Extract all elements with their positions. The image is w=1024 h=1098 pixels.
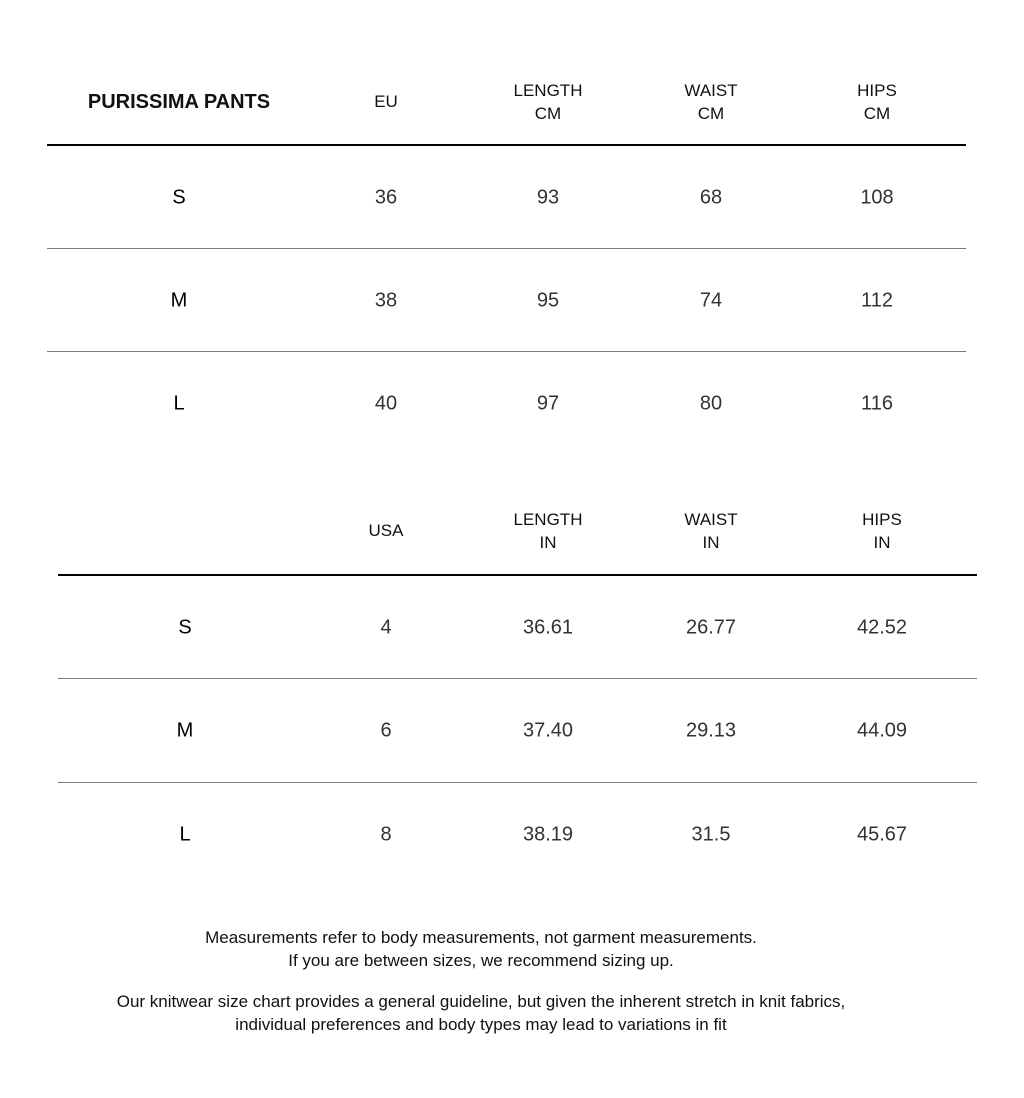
hips-value: 108 bbox=[860, 186, 894, 208]
table-row bbox=[58, 783, 977, 886]
table-row bbox=[47, 146, 966, 249]
table-row bbox=[58, 576, 977, 679]
length-value: 95 bbox=[536, 289, 560, 311]
header-label: WAIST bbox=[684, 81, 738, 100]
header-hips bbox=[862, 508, 902, 554]
size-label: S bbox=[172, 186, 186, 208]
header-length bbox=[514, 508, 583, 554]
header-hips bbox=[857, 79, 897, 125]
size-label: M bbox=[170, 289, 188, 311]
waist-value: 68 bbox=[699, 186, 723, 208]
usa-value: 6 bbox=[380, 719, 392, 741]
eu-value: 40 bbox=[374, 392, 398, 414]
hips-value: 116 bbox=[861, 392, 893, 414]
usa-value: 8 bbox=[380, 823, 392, 845]
note-line: Measurements refer to body measurements, not garment measurements. bbox=[205, 928, 757, 947]
header-label: LENGTH bbox=[513, 81, 583, 100]
header-unit: CM bbox=[697, 104, 725, 123]
note-line: Our knitwear size chart provides a general guideline, but given the inherent stretch in knit fabrics, bbox=[116, 992, 846, 1011]
usa-value: 4 bbox=[380, 616, 392, 638]
length-value: 97 bbox=[536, 392, 560, 414]
table-header bbox=[47, 72, 966, 144]
header-label: HIPS bbox=[857, 81, 897, 100]
header-unit: IN bbox=[702, 533, 720, 552]
note-line: individual preferences and body types may lead to variations in fit bbox=[235, 1015, 727, 1034]
header-unit: IN bbox=[539, 533, 557, 552]
table-row bbox=[58, 679, 977, 782]
waist-value: 31.5 bbox=[691, 823, 731, 845]
header-label: USA bbox=[368, 521, 404, 540]
hips-value: 42.52 bbox=[856, 616, 908, 638]
size-table-in bbox=[58, 501, 977, 888]
size-label: L bbox=[179, 823, 191, 845]
size-label: L bbox=[173, 392, 185, 414]
header-unit: IN bbox=[873, 533, 891, 552]
header-length bbox=[514, 79, 583, 125]
eu-value: 36 bbox=[374, 186, 398, 208]
header-label: WAIST bbox=[684, 510, 738, 529]
size-table-cm bbox=[47, 72, 966, 460]
header-label: HIPS bbox=[862, 510, 902, 529]
hips-value: 45.67 bbox=[856, 823, 908, 845]
hips-value: 112 bbox=[861, 289, 893, 311]
size-label: M bbox=[176, 719, 194, 741]
header-eu bbox=[374, 90, 398, 113]
eu-value: 38 bbox=[374, 289, 398, 311]
waist-value: 74 bbox=[699, 289, 723, 311]
note-line: If you are between sizes, we recommend sizing up. bbox=[288, 951, 674, 970]
length-value: 38.19 bbox=[522, 823, 574, 845]
table-row bbox=[47, 352, 966, 455]
header-usa bbox=[369, 519, 404, 542]
waist-value: 29.13 bbox=[685, 719, 737, 741]
product-title: PURISSIMA PANTS bbox=[87, 91, 271, 113]
header-unit: CM bbox=[863, 104, 891, 123]
waist-value: 26.77 bbox=[685, 616, 737, 638]
header-label: EU bbox=[374, 92, 398, 111]
size-label: S bbox=[178, 616, 192, 638]
table-row bbox=[47, 249, 966, 352]
header-waist bbox=[684, 508, 737, 554]
header-label: LENGTH bbox=[513, 510, 583, 529]
size-notes bbox=[0, 926, 962, 1036]
waist-value: 80 bbox=[699, 392, 723, 414]
length-value: 93 bbox=[536, 186, 560, 208]
length-value: 36.61 bbox=[522, 616, 574, 638]
length-value: 37.40 bbox=[522, 719, 574, 741]
hips-value: 44.09 bbox=[856, 719, 908, 741]
header-waist bbox=[684, 79, 737, 125]
header-unit: CM bbox=[534, 104, 562, 123]
table-header bbox=[58, 501, 977, 573]
